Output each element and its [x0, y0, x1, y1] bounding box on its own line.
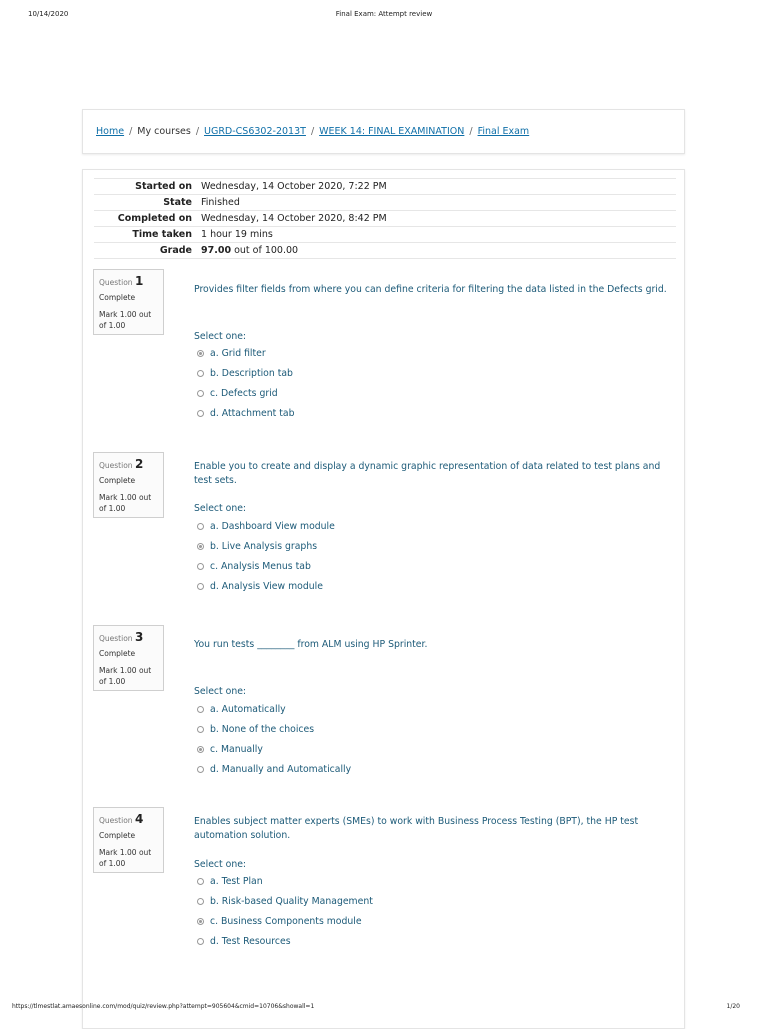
answer-option[interactable]: [197, 521, 335, 541]
answer-option[interactable]: [197, 704, 351, 724]
radio-icon[interactable]: [197, 390, 204, 397]
breadcrumb-course-link[interactable]: UGRD-CS6302-2013T: [204, 126, 306, 137]
summary-row: [94, 211, 676, 227]
question-state: Complete: [99, 831, 136, 840]
question-prefix: Question: [99, 278, 133, 287]
attempt-review-card: [82, 169, 685, 1029]
select-one-label: Select one:: [194, 686, 247, 697]
question-mark: Mark 1.00 out of 1.00: [99, 493, 152, 513]
question-text: Enable you to create and display a dynamic graphic representation of data related to test plans and test sets.: [194, 461, 661, 486]
breadcrumb-exam-link[interactable]: Final Exam: [477, 126, 530, 137]
answer-options: [197, 876, 373, 956]
answer-label: d. Test Resources: [210, 936, 291, 947]
breadcrumb-separator: /: [129, 126, 133, 137]
answer-option[interactable]: [197, 561, 335, 581]
summary-row: [94, 179, 676, 195]
question-text: You run tests ________ from ALM using HP Sprinter.: [194, 639, 428, 650]
question-state: Complete: [99, 649, 136, 658]
answer-options: [197, 704, 351, 784]
answer-option[interactable]: [197, 408, 295, 428]
print-date: 10/14/2020: [28, 10, 69, 18]
radio-icon[interactable]: [197, 706, 204, 713]
summary-value: 1 hour 19 mins: [201, 227, 676, 243]
answer-options: [197, 348, 295, 428]
print-title: Final Exam: Attempt review: [335, 10, 433, 18]
question-text: Enables subject matter experts (SMEs) to work with Business Process Testing (BPT), the HP test automation solution.: [194, 816, 639, 841]
radio-icon[interactable]: [197, 726, 204, 733]
question-text: Provides filter fields from where you can define criteria for filtering the data listed in the Defects grid.: [194, 284, 667, 295]
radio-icon[interactable]: [197, 766, 204, 773]
question-mark: Mark 1.00 out of 1.00: [99, 848, 152, 868]
radio-icon[interactable]: [197, 563, 204, 570]
answer-label: a. Test Plan: [210, 876, 263, 887]
answer-option[interactable]: [197, 744, 351, 764]
radio-icon[interactable]: [197, 583, 204, 590]
answer-label: b. Description tab: [210, 368, 293, 379]
question-number: 2: [134, 457, 144, 471]
answer-option[interactable]: [197, 368, 295, 388]
summary-label: State: [94, 195, 201, 211]
breadcrumb-separator: /: [195, 126, 200, 137]
radio-checked-icon[interactable]: [197, 918, 204, 925]
breadcrumb: [96, 126, 529, 137]
radio-icon[interactable]: [197, 938, 204, 945]
question-state: Complete: [99, 293, 136, 302]
question-state: Complete: [99, 476, 136, 485]
summary-label: Completed on: [94, 211, 201, 227]
radio-checked-icon[interactable]: [197, 543, 204, 550]
summary-label: Started on: [94, 179, 201, 195]
question-info-box: [93, 807, 164, 873]
radio-checked-icon[interactable]: [197, 746, 204, 753]
question-prefix: Question: [99, 634, 133, 643]
answer-label: a. Grid filter: [210, 348, 266, 359]
answer-option[interactable]: [197, 348, 295, 368]
radio-icon[interactable]: [197, 370, 204, 377]
grade-score: 97.00: [201, 245, 232, 256]
print-page-count: 1/20: [726, 1003, 740, 1010]
radio-icon[interactable]: [197, 523, 204, 530]
question-number: 3: [134, 630, 144, 644]
summary-row: [94, 195, 676, 211]
answer-option[interactable]: [197, 388, 295, 408]
question-mark: Mark 1.00 out of 1.00: [99, 310, 152, 330]
question-number: 1: [134, 274, 144, 288]
breadcrumb-home-link[interactable]: Home: [96, 126, 125, 137]
answer-label: b. None of the choices: [210, 724, 315, 735]
answer-label: c. Business Components module: [210, 916, 362, 927]
answer-label: c. Defects grid: [210, 388, 278, 399]
breadcrumb-my-courses: My courses: [137, 126, 191, 137]
question-mark: Mark 1.00 out of 1.00: [99, 666, 152, 686]
answer-options: [197, 521, 335, 601]
answer-option[interactable]: [197, 581, 335, 601]
answer-label: a. Dashboard View module: [210, 521, 335, 532]
question-number: 4: [134, 812, 144, 826]
answer-option[interactable]: [197, 936, 373, 956]
answer-option[interactable]: [197, 916, 373, 936]
breadcrumb-week-link[interactable]: WEEK 14: FINAL EXAMINATION: [319, 126, 465, 137]
answer-option[interactable]: [197, 896, 373, 916]
answer-label: d. Manually and Automatically: [210, 764, 352, 775]
breadcrumb-card: [82, 109, 685, 154]
answer-option[interactable]: [197, 764, 351, 784]
summary-row: [94, 227, 676, 243]
summary-value: [201, 243, 676, 259]
answer-label: c. Analysis Menus tab: [210, 561, 311, 572]
breadcrumb-separator: /: [469, 126, 473, 137]
summary-label: Time taken: [94, 227, 201, 243]
answer-option[interactable]: [197, 724, 351, 744]
radio-checked-icon[interactable]: [197, 350, 204, 357]
select-one-label: Select one:: [194, 859, 247, 870]
select-one-label: Select one:: [194, 331, 247, 342]
radio-icon[interactable]: [197, 410, 204, 417]
answer-label: a. Automatically: [210, 704, 286, 715]
radio-icon[interactable]: [197, 878, 204, 885]
answer-label: d. Attachment tab: [210, 408, 295, 419]
radio-icon[interactable]: [197, 898, 204, 905]
grade-total: out of 100.00: [231, 245, 299, 256]
question-info-box: [93, 625, 164, 691]
answer-label: c. Manually: [210, 744, 263, 755]
summary-row: [94, 243, 676, 259]
print-url: https://tlmestlat.amaesonline.com/mod/quiz/review.php?attempt=905604&cmid=10706&showall=1: [12, 1003, 315, 1010]
answer-label: b. Risk-based Quality Management: [210, 896, 373, 907]
select-one-label: Select one:: [194, 503, 247, 514]
summary-value: Finished: [201, 195, 676, 211]
answer-option[interactable]: [197, 876, 373, 896]
answer-option[interactable]: [197, 541, 335, 561]
question-info-box: [93, 269, 164, 335]
question-prefix: Question: [99, 816, 133, 825]
question-info-box: [93, 452, 164, 518]
summary-value: Wednesday, 14 October 2020, 7:22 PM: [201, 179, 676, 195]
breadcrumb-separator: /: [310, 126, 315, 137]
summary-value: Wednesday, 14 October 2020, 8:42 PM: [201, 211, 676, 227]
summary-label: Grade: [94, 243, 201, 259]
question-prefix: Question: [99, 461, 133, 470]
answer-label: d. Analysis View module: [210, 581, 323, 592]
attempt-summary-table: [94, 178, 676, 259]
answer-label: b. Live Analysis graphs: [210, 541, 318, 552]
